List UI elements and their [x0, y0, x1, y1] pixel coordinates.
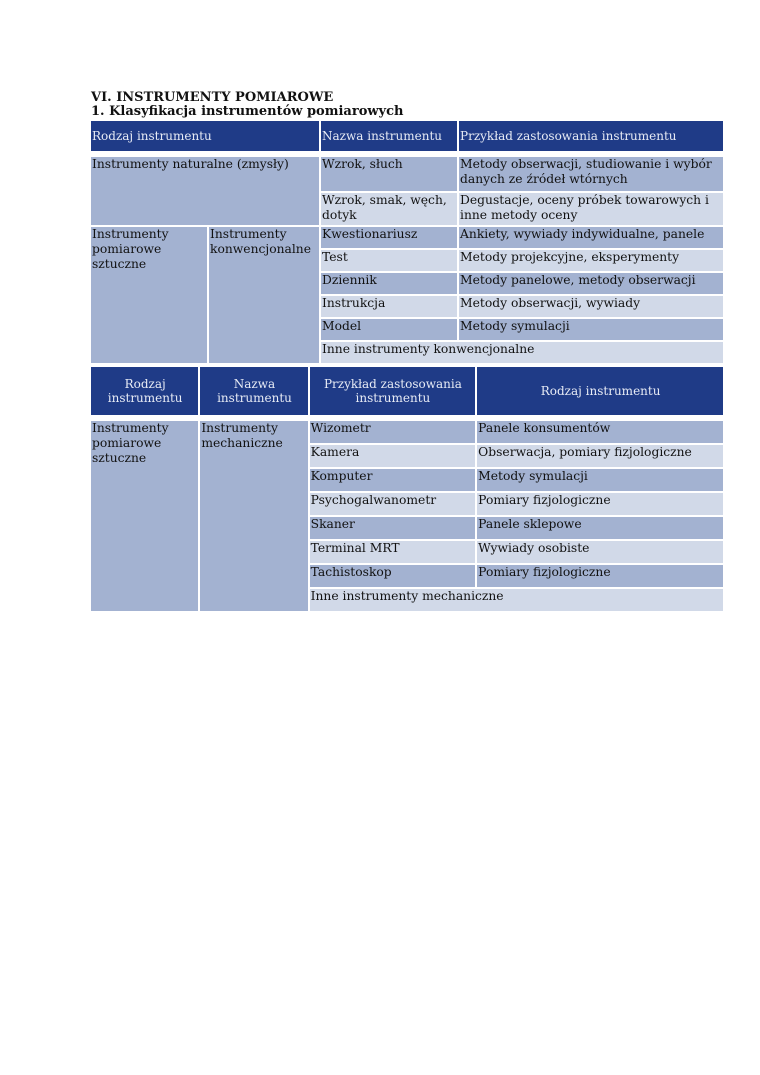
header-example: Przykład zastosowania instrumentu: [310, 367, 476, 415]
subsection-heading: 1. Klasyfikacja instrumentów pomiarowych: [91, 104, 404, 119]
instrument-example: Metody projekcyjne, eksperymenty: [459, 250, 723, 271]
instrument-name: Wizometr: [310, 421, 476, 443]
other-instruments-cell: Inne instrumenty mechaniczne: [310, 589, 723, 611]
instrument-example: Metody symulacji: [459, 319, 723, 340]
instrument-name: Dziennik: [321, 273, 457, 294]
instruments-table-conventional: [89, 119, 725, 365]
instrument-example: Metody obserwacji, studiowanie i wybór danych ze źródeł wtórnych: [459, 157, 723, 191]
instrument-name: Skaner: [310, 517, 476, 539]
instrument-example: Metody panelowe, metody obserwacji: [459, 273, 723, 294]
instrument-example: Degustacje, oceny próbek towarowych i inne metody oceny: [459, 193, 723, 225]
artificial-type-cell: Instrumenty pomiarowe sztuczne: [91, 227, 207, 363]
header-type: Rodzaj instrumentu: [91, 367, 198, 415]
other-instruments-cell: Inne instrumenty konwencjonalne: [321, 342, 723, 363]
table-row: [91, 157, 723, 191]
instrument-name: Tachistoskop: [310, 565, 476, 587]
instruments-table-mechanical: [89, 365, 725, 613]
instrument-name: Test: [321, 250, 457, 271]
header-type-right: Rodzaj instrumentu: [477, 367, 723, 415]
mechanical-subtype-cell: Instrumenty mechaniczne: [200, 421, 307, 611]
natural-type-cell: Instrumenty naturalne (zmysły): [91, 157, 319, 225]
header-example: Przykład zastosowania instrumentu: [459, 121, 723, 151]
table-header-row: [91, 121, 723, 151]
artificial-type-cell: Instrumenty pomiarowe sztuczne: [91, 421, 198, 611]
instrument-name: Komputer: [310, 469, 476, 491]
instrument-example: Metody obserwacji, wywiady: [459, 296, 723, 317]
header-name: Nazwa instrumentu: [200, 367, 307, 415]
header-type: Rodzaj instrumentu: [91, 121, 319, 151]
header-name: Nazwa instrumentu: [321, 121, 457, 151]
instrument-name: Psychogalwanometr: [310, 493, 476, 515]
instrument-name: Wzrok, smak, węch, dotyk: [321, 193, 457, 225]
instrument-name: Terminal MRT: [310, 541, 476, 563]
instrument-name: Wzrok, słuch: [321, 157, 457, 191]
instrument-name: Model: [321, 319, 457, 340]
instrument-name: Kamera: [310, 445, 476, 467]
instrument-name: Kwestionariusz: [321, 227, 457, 248]
instrument-example: Pomiary fizjologiczne: [477, 493, 723, 515]
instrument-example: Panele sklepowe: [477, 517, 723, 539]
table-row: [91, 227, 723, 248]
table-row: [91, 421, 723, 443]
section-heading: VI. INSTRUMENTY POMIAROWE: [91, 90, 334, 105]
instrument-example: Panele konsumentów: [477, 421, 723, 443]
instrument-example: Pomiary fizjologiczne: [477, 565, 723, 587]
conventional-subtype-cell: Instrumenty konwencjonalne: [209, 227, 319, 363]
instrument-example: Ankiety, wywiady indywidualne, panele: [459, 227, 723, 248]
document-page: [91, 91, 723, 613]
instrument-example: Wywiady osobiste: [477, 541, 723, 563]
instrument-example: Metody symulacji: [477, 469, 723, 491]
table-header-row: [91, 367, 723, 415]
instrument-name: Instrukcja: [321, 296, 457, 317]
instrument-example: Obserwacja, pomiary fizjologiczne: [477, 445, 723, 467]
